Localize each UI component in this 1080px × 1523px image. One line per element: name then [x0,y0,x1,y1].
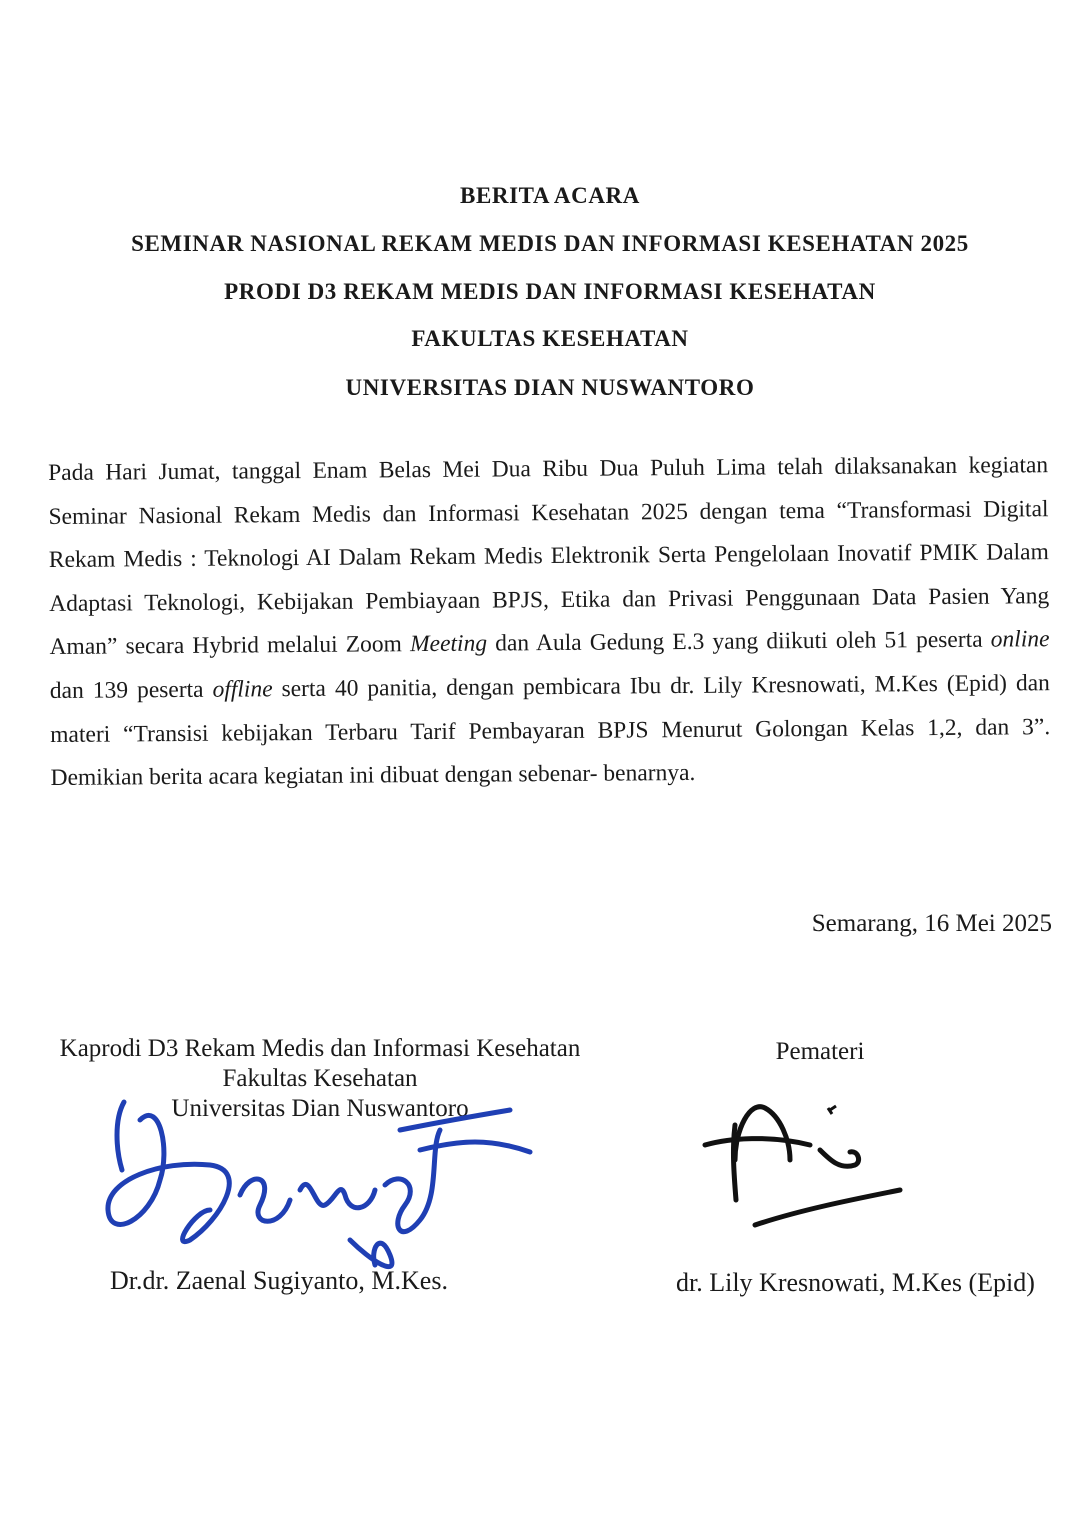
body-italic-offline: offline [212,676,273,703]
place-date: Semarang, 16 Mei 2025 [811,910,1052,937]
body-paragraph [48,444,1051,801]
right-signature-image [690,1090,920,1240]
doc-title: BERITA ACARA [460,183,640,208]
left-signature-image [100,1090,540,1280]
body-text-part: Pada Hari Jumat, tanggal Enam Belas Mei Dua Ribu Dua Puluh Lima telah dilaksanakan kegiatan Seminar Nasional Rekam Medis dan Informasi Kesehatan 2025 dengan tema “Transformasi Digital Rekam Medis : Teknologi AI Dalam Rekam Medis Elektronik Serta Pengelolaan Inovatif PMIK Dalam Adaptasi Teknologi, Kebijakan Pembiayaan BPJS, Etika dan Privasi Penggunaan Data Pasien Yang Aman” secara Hybrid melalui Zoom [48,452,1050,661]
body-text-part: serta 40 panitia, dengan pembicara Ibu dr. Lily Kresnowati, M.Kes (Epid) dan materi “Transisi kebijakan Terbaru Tarif Pembayaran BPJS Menurut Golongan Kelas 1,2, dan 3”. Demikian berita acara kegiatan ini dibuat dengan sebenar- benarnya. [50,670,1051,792]
right-signatory-name: dr. Lily Kresnowati, M.Kes (Epid) [676,1268,1035,1297]
left-signatory-faculty: Fakultas Kesehatan [222,1065,418,1092]
left-signatory-university: Universitas Dian Nuswantoro [171,1095,469,1122]
left-signatory-title: Kaprodi D3 Rekam Medis dan Informasi Kesehatan [59,1035,581,1062]
faculty-title: FAKULTAS KESEHATAN [411,326,689,351]
body-text-part: dan 139 peserta [49,676,213,704]
body-italic-online: online [990,626,1050,653]
university-title: UNIVERSITAS DIAN NUSWANTORO [345,375,755,400]
left-signatory-name: Dr.dr. Zaenal Sugiyanto, M.Kes. [110,1266,448,1295]
body-text-part: dan Aula Gedung E.3 yang diikuti oleh 51 peserta [486,626,991,657]
body-italic-meeting: Meeting [409,630,488,658]
event-title: SEMINAR NASIONAL REKAM MEDIS DAN INFORMASI KESEHATAN 2025 [131,231,969,256]
right-signatory-title: Pemateri [775,1038,865,1065]
program-title: PRODI D3 REKAM MEDIS DAN INFORMASI KESEHATAN [224,279,876,304]
